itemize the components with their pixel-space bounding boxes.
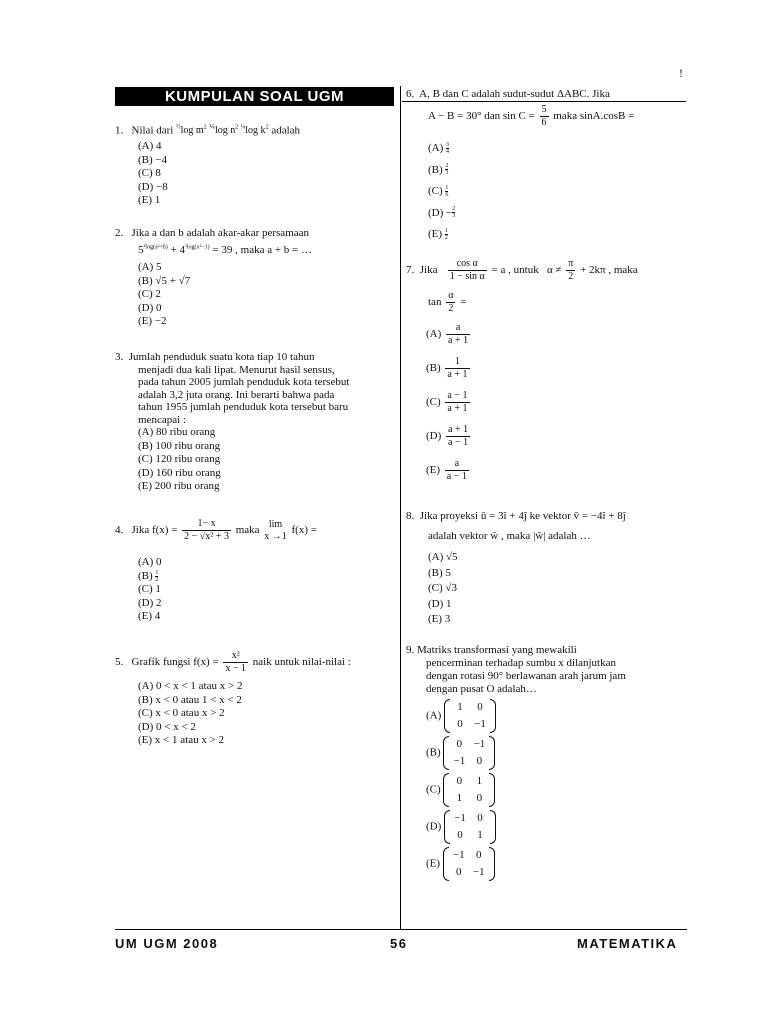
question-number: 8. (406, 510, 415, 522)
option[interactable]: (E) x < 1 atau x > 2 (138, 734, 225, 746)
option[interactable]: (A) 0 < x < 1 atau x > 2 (138, 680, 243, 692)
option[interactable]: (C) 120 ribu orang (138, 453, 221, 465)
option[interactable]: (E) −2 (138, 315, 167, 327)
q1-expression: $^{\frac{1}{2}}$log $m^2$ $^{\frac{1}{6}}$log $n^2$ $^{\frac{1}{8}}$log $k^2$ (176, 125, 269, 137)
question-text: Nilai dari (131, 124, 174, 137)
q6-line2: A − B = 30° dan sin C = $\frac{5}{6}$ maka sinA.cosB = (428, 104, 635, 128)
matrix: 0 −1 −1 0 (443, 736, 495, 770)
option[interactable]: (A) 5 (138, 261, 162, 273)
option[interactable]: (A) 1 0 0 −1 (426, 699, 496, 736)
q4-limit: lim x →1 (264, 518, 287, 542)
option[interactable]: (D) 2 (138, 596, 162, 609)
question-2 (115, 227, 309, 239)
option[interactable]: (A) 4 (138, 140, 162, 152)
q9-options (426, 699, 496, 884)
column-divider (400, 86, 401, 929)
matrix: −1 0 0 1 (444, 810, 496, 844)
question-9: 9. Matriks transformasi yang mewakili pencerminan terhadap sumbu x dilanjutkan dengan rotasi 90° berlawanan arah jarum jam dengan pusat O adalah… (406, 644, 626, 695)
q7-tan: tan $\frac{\alpha}{2}$ = (428, 290, 467, 314)
question-number: 7. (406, 264, 415, 277)
question-6: 6. A, B dan C adalah sudut-sudut ΔABC. Jika (406, 88, 610, 100)
question-4: 4. Jika f(x) = $\frac{1- x}{\text{2 − √x² + 3}}$ maka lim x →1 f(x) = (115, 518, 317, 542)
option[interactable]: (C) 8 (138, 167, 161, 179)
option[interactable]: (E) 4 (138, 610, 161, 623)
option[interactable]: (C) 0 1 1 0 (426, 773, 496, 810)
matrix: −1 0 0 −1 (443, 847, 495, 881)
option[interactable]: (E) $\frac{a}{a - 1}$ (426, 458, 467, 482)
option[interactable]: (A) $\frac{a}{a + 1}$ (426, 322, 469, 346)
footer-rule (115, 929, 687, 930)
option[interactable]: (E) 3 (428, 613, 451, 625)
option[interactable]: (A) √5 (428, 551, 458, 563)
question-5: 5. Grafik fungsi f(x) = $\frac{\text{x²}}{x - 1}$ naik untuk nilai-nilai : (115, 650, 351, 674)
q3-options (115, 426, 349, 494)
option[interactable]: (D) $\frac{a + 1}{a - 1}$ (426, 424, 469, 448)
option[interactable]: (E) 200 ribu orang (138, 480, 220, 492)
q4-fraction: $\frac{1- x}{\text{2 − √x² + 3}}$ (184, 518, 229, 542)
option[interactable]: (D) −8 (138, 180, 168, 193)
option[interactable]: (B) 5 (428, 566, 451, 579)
footer-subject: MATEMATIKA (577, 936, 678, 951)
question-number: 1. (115, 124, 124, 137)
q7-options (426, 322, 472, 492)
page-mark: ! (679, 66, 683, 80)
question-number: 5. (115, 656, 124, 669)
q6-options (428, 138, 455, 246)
page-title: KUMPULAN SOAL UGM (115, 87, 394, 106)
question-text: = 39 , maka a + b = … (212, 244, 313, 256)
page-number: 56 (390, 936, 408, 951)
option[interactable]: (C) x < 0 atau x > 2 (138, 707, 225, 719)
option[interactable]: (C) $\frac{a - 1}{a + 1}$ (426, 390, 468, 414)
question-3: 3. Jumlah penduduk suatu kota tiap 10 tahun menjadi dua kali lipat. Menurut hasil sensus, pada tahun 2005 jumlah penduduk kota tersebut adalah 3,2 juta orang. Ini berarti bahwa pada tahun 1955 jumlah penduduk kota tersebut baru mencapai : (A) 80 ribu orang (B) 100 ribu orang (C) 120 ribu orang (D) 160 ribu orang (E) 200 ribu orang (115, 351, 350, 492)
option[interactable]: (D) 160 ribu orang (138, 466, 221, 479)
question-1 (115, 124, 300, 136)
option[interactable]: (B) √5 + √7 (138, 274, 191, 287)
question-number: 4. (115, 524, 124, 537)
question-text: Jika a dan b adalah akar-akar persamaan (131, 227, 310, 239)
option[interactable]: (C) $\frac{1}{6}$ (428, 184, 449, 198)
matrix: 1 0 0 −1 (444, 699, 496, 733)
option[interactable]: (B) x < 0 atau 1 < x < 2 (138, 693, 242, 706)
footer-exam: UM UGM 2008 (115, 936, 219, 951)
q8-line2: adalah vektor w̄ , maka |w̄| adalah … (428, 530, 591, 542)
option[interactable]: (D) 1 (428, 597, 452, 610)
option[interactable]: (D) 0 < x < 2 (138, 720, 196, 733)
option[interactable]: (B) $\frac{1}{2}$ (138, 569, 159, 583)
option[interactable]: (E) 1 (138, 194, 161, 206)
q4-options (138, 556, 162, 624)
option[interactable]: (D) − $\frac{2}{3}$ (428, 206, 456, 220)
option[interactable]: (B) $\frac{1}{a + 1}$ (426, 356, 468, 380)
q2-equation (138, 244, 312, 256)
question-text: adalah (271, 124, 301, 137)
q8-options (428, 550, 458, 628)
option[interactable]: (E) $\frac{1}{2}$ (428, 227, 448, 241)
option[interactable]: (A) 80 ribu orang (138, 426, 216, 438)
q5-fraction: $\frac{\text{x²}}{x - 1}$ (225, 650, 247, 674)
option[interactable]: (B) $\frac{2}{3}$ (428, 163, 449, 177)
option[interactable]: (B) 100 ribu orang (138, 439, 221, 452)
question-8: 8. Jika proyeksi ū = 3î + 4ĵ ke vektor v̄ = −4î + 8ĵ (406, 510, 626, 522)
option[interactable]: (E) −1 0 0 −1 (426, 847, 496, 884)
option[interactable]: (A) 0 (138, 556, 162, 568)
question-number: 3. (115, 351, 124, 363)
option[interactable]: (A) $\frac{3}{4}$ (428, 141, 450, 155)
option[interactable]: (B) −4 (138, 153, 168, 166)
q2-exponential: $5^{^3log(a^2+b)} + 4^{^2log(x^2-1)}$ (138, 244, 210, 256)
question-number: 2. (115, 227, 124, 239)
option[interactable]: (D) 0 (138, 301, 162, 314)
option[interactable]: (C) √3 (428, 582, 457, 594)
matrix: 0 1 1 0 (443, 773, 495, 807)
question-number: 6. (406, 88, 415, 100)
q1-options (138, 140, 168, 208)
option[interactable]: (D) −1 0 0 1 (426, 810, 496, 847)
option[interactable]: (B) 0 −1 −1 0 (426, 736, 496, 773)
header-rule (402, 101, 686, 102)
option[interactable]: (C) 2 (138, 288, 161, 300)
question-7: 7. Jika $\frac{\text{cos α}}{\text{1 − sin α}}$ = a , untuk α ≠ $\frac{\pi}{2}$ + 2kπ , maka (406, 258, 638, 282)
question-number: 9. (406, 644, 415, 656)
q5-options (138, 680, 242, 748)
q2-options (138, 261, 190, 329)
option[interactable]: (C) 1 (138, 583, 161, 596)
